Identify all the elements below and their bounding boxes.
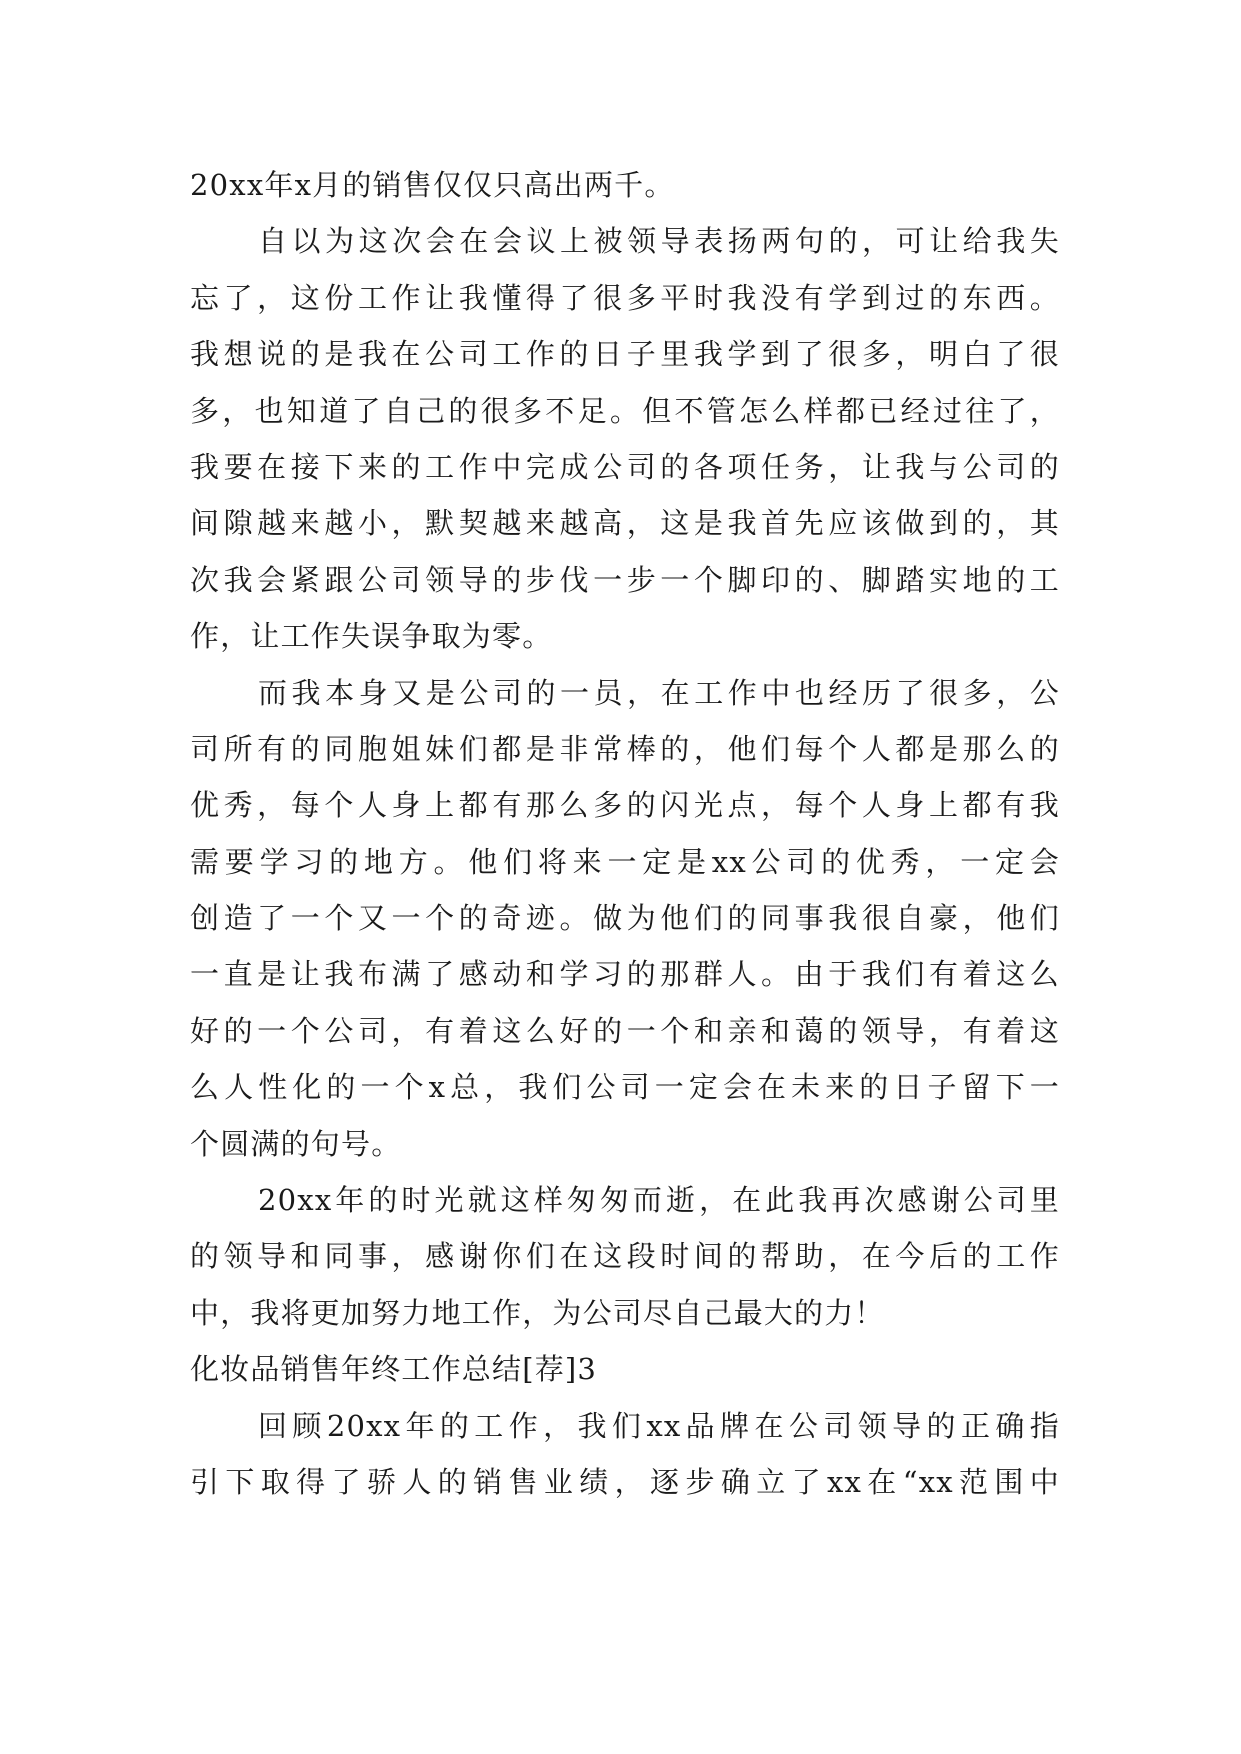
text-line: 忘了，这份工作让我懂得了很多平时我没有学到过的东西。: [190, 280, 1060, 315]
section-heading: 化妆品销售年终工作总结[荐]3: [190, 1352, 598, 1387]
paragraph-start-line: 20xx年的时光就这样匆匆而逝，在此我再次感谢公司里: [258, 1183, 1060, 1218]
text-line: 优秀，每个人身上都有那么多的闪光点，每个人身上都有我: [190, 788, 1060, 823]
text-line: 的领导和同事，感谢你们在这段时间的帮助，在今后的工作: [190, 1239, 1060, 1274]
text-line: 么人性化的一个x总，我们公司一定会在未来的日子留下一: [190, 1070, 1060, 1105]
text-line: 多，也知道了自己的很多不足。但不管怎么样都已经过往了，: [190, 393, 1060, 428]
paragraph-start-line: 回顾20xx年的工作，我们xx品牌在公司领导的正确指: [258, 1408, 1060, 1443]
text-line: 20xx年x月的销售仅仅只高出两千。: [190, 168, 675, 202]
text-line: 我要在接下来的工作中完成公司的各项任务，让我与公司的: [190, 449, 1060, 484]
text-line: 作，让工作失误争取为零。: [190, 619, 553, 654]
text-line: 我想说的是我在公司工作的日子里我学到了很多，明白了很: [190, 337, 1060, 372]
text-line: 需要学习的地方。他们将来一定是xx公司的优秀，一定会: [190, 844, 1060, 879]
text-line: 引下取得了骄人的销售业绩，逐步确立了xx在“xx范围中: [190, 1464, 1060, 1499]
text-line: 次我会紧跟公司领导的步伐一步一个脚印的、脚踏实地的工: [190, 562, 1060, 597]
text-line: 一直是让我布满了感动和学习的那群人。由于我们有着这么: [190, 957, 1060, 992]
document-body: [190, 157, 1060, 1510]
paragraph-start-line: 自以为这次会在会议上被领导表扬两句的，可让给我失: [258, 224, 1060, 259]
text-line: 司所有的同胞姐妹们都是非常棒的，他们每个人都是那么的: [190, 731, 1060, 766]
text-line: 好的一个公司，有着这么好的一个和亲和蔼的领导，有着这: [190, 1013, 1060, 1048]
text-line: 间隙越来越小，默契越来越高，这是我首先应该做到的，其: [190, 506, 1060, 541]
text-line: 中，我将更加努力地工作，为公司尽自己最大的力！: [190, 1295, 885, 1330]
text-line: 创造了一个又一个的奇迹。做为他们的同事我很自豪，他们: [190, 901, 1060, 936]
text-line: 个圆满的句号。: [190, 1126, 402, 1161]
paragraph-start-line: 而我本身又是公司的一员，在工作中也经历了很多，公: [258, 675, 1060, 710]
